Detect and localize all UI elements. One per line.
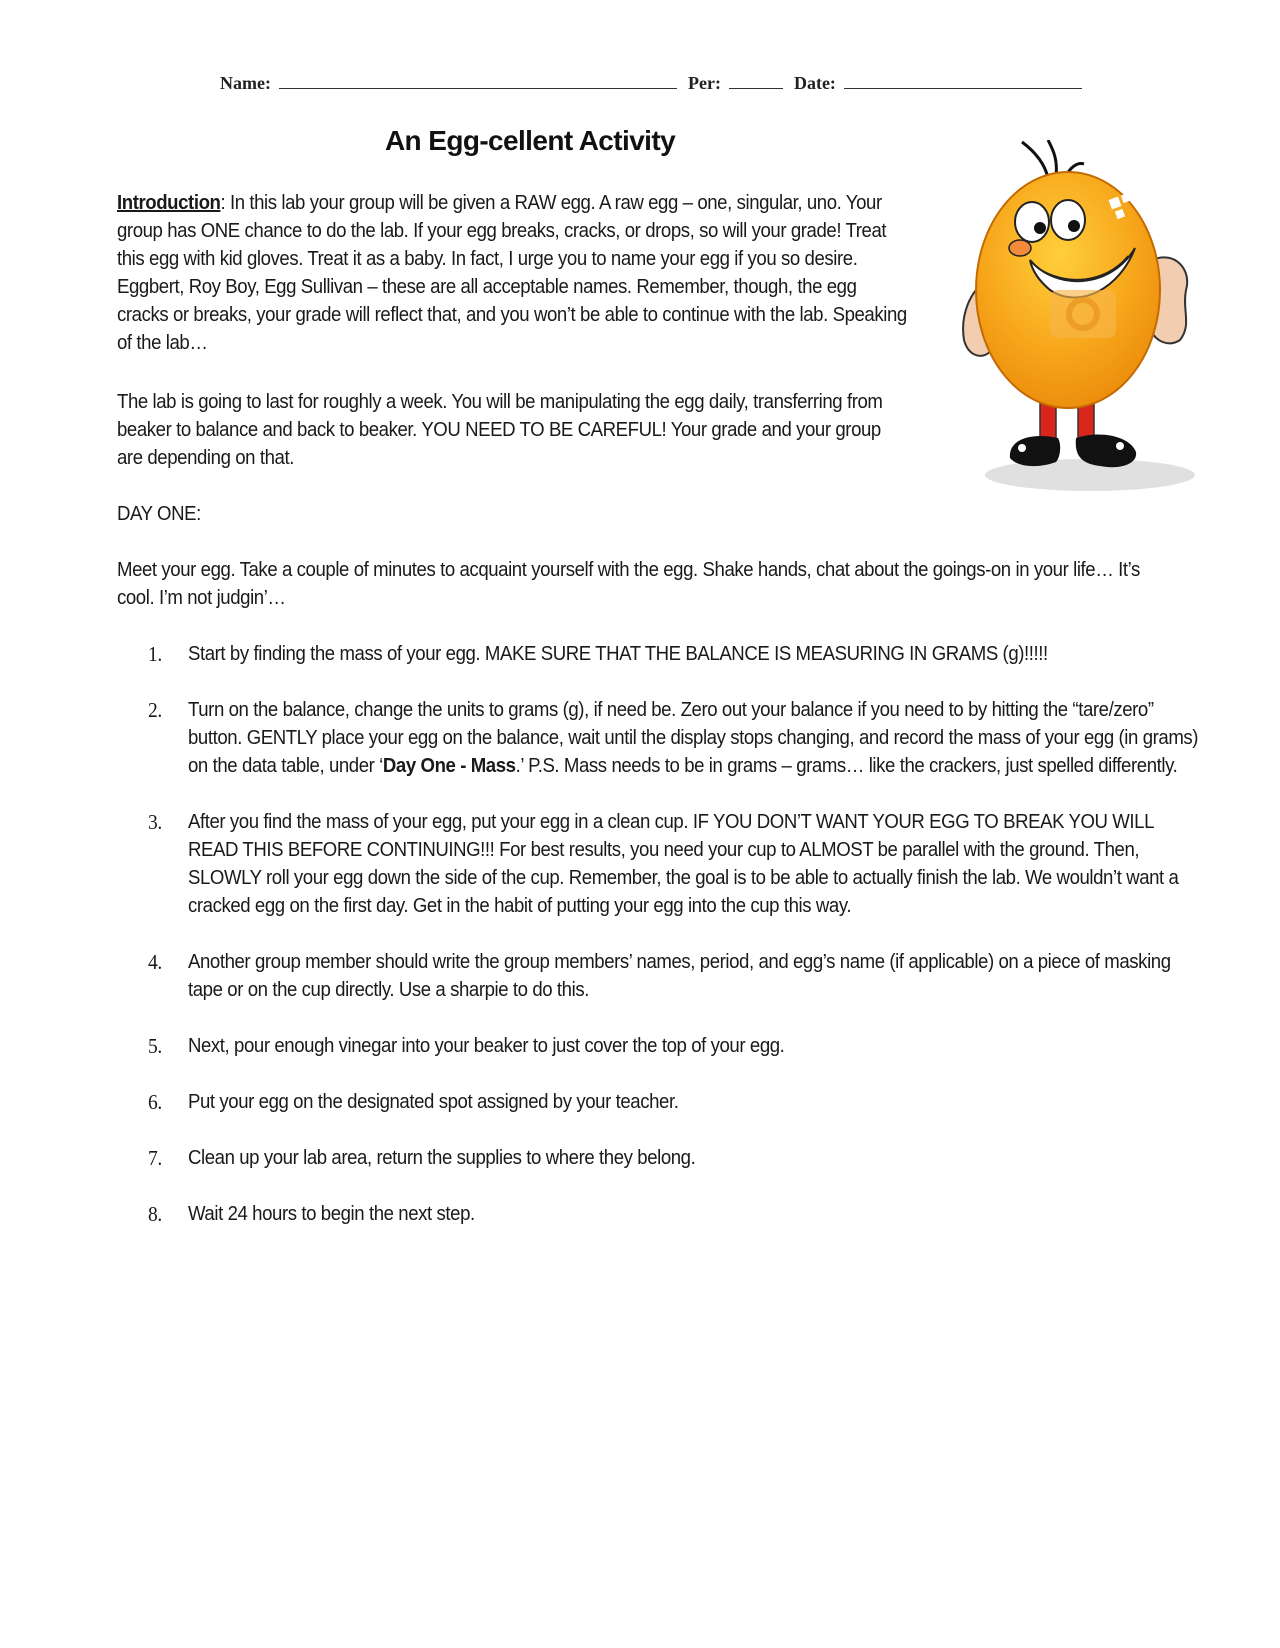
intro-label: Introduction [117, 192, 221, 214]
step-text: Clean up your lab area, return the supplies to where they belong. [187, 1147, 696, 1169]
egg-mascot-illustration [960, 140, 1200, 505]
page-title: An Egg-cellent Activity [384, 125, 676, 156]
left-pupil [1034, 222, 1046, 234]
day-one-mass-label: Day One - Mass [382, 755, 516, 777]
day-one-heading: DAY ONE: [117, 503, 201, 525]
name-label: Name: [220, 73, 271, 93]
step-number: 2. [148, 698, 162, 722]
list-item [148, 696, 1199, 780]
date-label: Date: [793, 73, 836, 93]
step-text: After you find the mass of your egg, put your egg in a clean cup. IF YOU DON’T WANT YOUR EGG TO BREAK YOU WILL READ THIS BEFORE CONTINUING!!! For best results, you need your cup to ALMOST be parallel with the ground. Then, SLOWLY roll your egg down the side of the cup. Remember, the goal is to be able to actually finish the lab. We wouldn’t want a cracked egg on the first day. Get in the habit of putting your egg into the cup this way. [187, 811, 1179, 917]
hair-strand [1022, 142, 1048, 178]
step-number: 3. [148, 810, 162, 834]
step-text-part: .’ P.S. Mass needs to be in grams – grams… like the crackers, just spelled differently. [515, 755, 1178, 777]
step-number: 1. [148, 642, 162, 666]
step-number: 5. [148, 1034, 162, 1058]
right-eye [1051, 200, 1085, 240]
list-item [148, 640, 1199, 668]
shoe-highlight [1018, 444, 1026, 452]
step-number: 8. [148, 1202, 162, 1226]
intro-paragraph [117, 189, 908, 357]
step-text: Wait 24 hours to begin the next step. [187, 1203, 475, 1225]
period-blank[interactable] [729, 72, 783, 89]
intro-text: : In this lab your group will be given a RAW egg. A raw egg – one, singular, uno. Your group has ONE chance to do the lab. If your egg breaks, cracks, or drops, so will your grade! Treat this egg with kid gloves. Treat it as a baby. In fact, I urge you to name your egg if you so desire. Eggbert, Roy Boy, Egg Sullivan – these are all acceptable names. Remember, though, the egg cracks or breaks, your grade will reflect that, and you won’t be able to continue with the lab. Speaking of the lab… [117, 192, 907, 354]
step-number: 7. [148, 1146, 162, 1170]
shoe-highlight [1116, 442, 1124, 450]
hair-strand [1048, 140, 1056, 176]
step-text: Start by finding the mass of your egg. MAKE SURE THAT THE BALANCE IS MEASURING IN GRAMS (g)!!!!! [187, 643, 1048, 665]
lab-duration-paragraph: The lab is going to last for roughly a week. You will be manipulating the egg daily, transferring from beaker to balance and back to beaker. YOU NEED TO BE CAREFUL! Your grade and your group are depending on that. [117, 391, 883, 469]
list-item [148, 1088, 1199, 1116]
date-blank[interactable] [844, 72, 1082, 89]
header-line [220, 72, 1100, 94]
meet-egg-paragraph: Meet your egg. Take a couple of minutes to acquaint yourself with the egg. Shake hands, chat about the goings-on in your life… It’s cool. I’m not judgin’… [117, 559, 1140, 609]
step-text: Another group member should write the group members’ names, period, and egg’s name (if applicable) on a piece of masking tape or on the cup directly. Use a sharpie to do this. [187, 951, 1171, 1001]
list-item [148, 808, 1199, 920]
step-text: Next, pour enough vinegar into your beaker to just cover the top of your egg. [187, 1035, 785, 1057]
step-text [188, 696, 1199, 780]
right-pupil [1068, 220, 1080, 232]
step-text-part: Turn on the balance, change the units to grams (g), if need be. Zero out your balance if you need to by hitting the “tare/zero” button. GENTLY place your egg on the balance, wait until the display stops changing, and record the mass of your egg (in grams) on the data table, under ‘ [187, 699, 1199, 777]
step-text: Put your egg on the designated spot assigned by your teacher. [187, 1091, 679, 1113]
name-blank[interactable] [279, 72, 677, 89]
left-shoe [1010, 436, 1060, 466]
list-item [148, 1032, 1199, 1060]
nose [1009, 240, 1031, 256]
list-item [148, 1200, 1199, 1228]
step-number: 4. [148, 950, 162, 974]
list-item [148, 1144, 1199, 1172]
period-label: Per: [687, 73, 721, 93]
steps-list [148, 640, 1199, 1256]
left-eye [1015, 202, 1049, 242]
step-number: 6. [148, 1090, 162, 1114]
list-item [148, 948, 1199, 1004]
